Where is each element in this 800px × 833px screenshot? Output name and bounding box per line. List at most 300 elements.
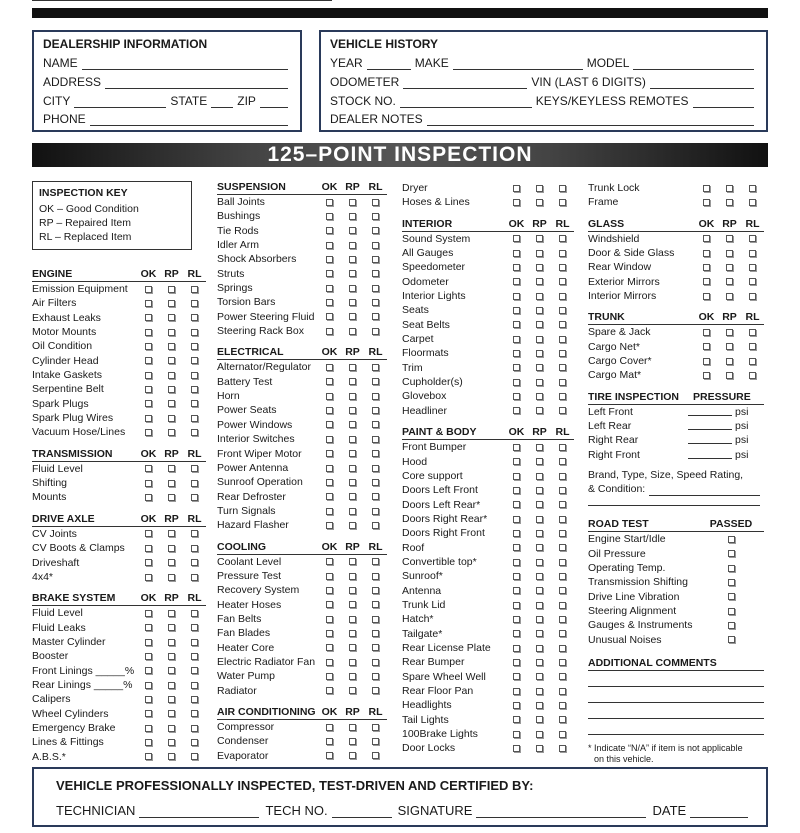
ok-checkbox[interactable] (318, 389, 341, 403)
rp-checkbox[interactable] (718, 260, 741, 274)
rp-checkbox[interactable] (528, 741, 551, 755)
rl-checkbox[interactable] (364, 583, 387, 597)
ok-checkbox[interactable] (137, 476, 160, 490)
rl-checkbox[interactable] (551, 541, 574, 555)
ok-checkbox[interactable] (695, 275, 718, 289)
comment-line[interactable] (588, 719, 764, 735)
tire-pressure-field[interactable] (688, 419, 732, 430)
rl-checkbox[interactable] (551, 612, 574, 626)
rl-checkbox[interactable] (364, 569, 387, 583)
ok-checkbox[interactable] (318, 324, 341, 338)
ok-checkbox[interactable] (318, 224, 341, 238)
rl-checkbox[interactable] (183, 527, 206, 541)
rl-checkbox[interactable] (364, 655, 387, 669)
rl-checkbox[interactable] (551, 641, 574, 655)
rl-checkbox[interactable] (551, 498, 574, 512)
ok-checkbox[interactable] (318, 598, 341, 612)
ok-checkbox[interactable] (318, 360, 341, 374)
rp-checkbox[interactable] (341, 281, 364, 295)
dealer-zip-field[interactable] (260, 97, 288, 108)
ok-checkbox[interactable] (137, 541, 160, 555)
rl-checkbox[interactable] (741, 340, 764, 354)
rl-checkbox[interactable] (551, 195, 574, 209)
passed-checkbox[interactable] (698, 590, 764, 604)
ok-checkbox[interactable] (318, 252, 341, 266)
rp-checkbox[interactable] (160, 325, 183, 339)
rp-checkbox[interactable] (528, 670, 551, 684)
rl-checkbox[interactable] (551, 526, 574, 540)
rp-checkbox[interactable] (528, 483, 551, 497)
rp-checkbox[interactable] (341, 641, 364, 655)
ok-checkbox[interactable] (137, 556, 160, 570)
rl-checkbox[interactable] (741, 325, 764, 339)
ok-checkbox[interactable] (505, 555, 528, 569)
rl-checkbox[interactable] (364, 669, 387, 683)
ok-checkbox[interactable] (505, 289, 528, 303)
rl-checkbox[interactable] (551, 555, 574, 569)
rl-checkbox[interactable] (364, 612, 387, 626)
rl-checkbox[interactable] (551, 289, 574, 303)
rl-checkbox[interactable] (551, 584, 574, 598)
technician-field[interactable] (139, 805, 259, 818)
rp-checkbox[interactable] (341, 418, 364, 432)
passed-checkbox[interactable] (698, 561, 764, 575)
rp-checkbox[interactable] (528, 598, 551, 612)
ok-checkbox[interactable] (505, 727, 528, 741)
rp-checkbox[interactable] (341, 504, 364, 518)
ok-checkbox[interactable] (318, 504, 341, 518)
rp-checkbox[interactable] (160, 282, 183, 296)
rp-checkbox[interactable] (528, 404, 551, 418)
ok-checkbox[interactable] (318, 490, 341, 504)
date-field[interactable] (690, 805, 748, 818)
rl-checkbox[interactable] (364, 518, 387, 532)
rp-checkbox[interactable] (341, 267, 364, 281)
dealer-phone-field[interactable] (90, 115, 288, 126)
ok-checkbox[interactable] (318, 375, 341, 389)
rp-checkbox[interactable] (341, 295, 364, 309)
tech-no-field[interactable] (332, 805, 392, 818)
rp-checkbox[interactable] (341, 569, 364, 583)
ok-checkbox[interactable] (318, 238, 341, 252)
ok-checkbox[interactable] (505, 361, 528, 375)
rp-checkbox[interactable] (528, 303, 551, 317)
rp-checkbox[interactable] (341, 583, 364, 597)
rl-checkbox[interactable] (551, 440, 574, 454)
rp-checkbox[interactable] (528, 181, 551, 195)
rp-checkbox[interactable] (160, 382, 183, 396)
ok-checkbox[interactable] (318, 195, 341, 209)
rl-checkbox[interactable] (183, 368, 206, 382)
rp-checkbox[interactable] (528, 361, 551, 375)
rl-checkbox[interactable] (183, 490, 206, 504)
passed-checkbox[interactable] (698, 633, 764, 647)
rp-checkbox[interactable] (160, 750, 183, 764)
rl-checkbox[interactable] (741, 354, 764, 368)
ok-checkbox[interactable] (505, 569, 528, 583)
model-field[interactable] (633, 59, 754, 70)
rp-checkbox[interactable] (341, 461, 364, 475)
year-field[interactable] (367, 59, 411, 70)
rl-checkbox[interactable] (364, 641, 387, 655)
rp-checkbox[interactable] (160, 476, 183, 490)
rl-checkbox[interactable] (551, 232, 574, 246)
rp-checkbox[interactable] (160, 425, 183, 439)
rp-checkbox[interactable] (528, 584, 551, 598)
ok-checkbox[interactable] (318, 555, 341, 569)
ok-checkbox[interactable] (505, 713, 528, 727)
rl-checkbox[interactable] (364, 238, 387, 252)
rl-checkbox[interactable] (364, 749, 387, 763)
ok-checkbox[interactable] (318, 295, 341, 309)
ok-checkbox[interactable] (318, 734, 341, 748)
ok-checkbox[interactable] (318, 720, 341, 734)
rl-checkbox[interactable] (183, 397, 206, 411)
rl-checkbox[interactable] (364, 418, 387, 432)
ok-checkbox[interactable] (318, 669, 341, 683)
rl-checkbox[interactable] (741, 275, 764, 289)
ok-checkbox[interactable] (505, 698, 528, 712)
rl-checkbox[interactable] (183, 462, 206, 476)
rp-checkbox[interactable] (718, 325, 741, 339)
rp-checkbox[interactable] (341, 749, 364, 763)
ok-checkbox[interactable] (137, 311, 160, 325)
rp-checkbox[interactable] (160, 649, 183, 663)
rl-checkbox[interactable] (183, 606, 206, 620)
rl-checkbox[interactable] (551, 375, 574, 389)
rl-checkbox[interactable] (364, 375, 387, 389)
rp-checkbox[interactable] (160, 354, 183, 368)
ok-checkbox[interactable] (505, 655, 528, 669)
rp-checkbox[interactable] (160, 339, 183, 353)
rp-checkbox[interactable] (718, 275, 741, 289)
ok-checkbox[interactable] (695, 260, 718, 274)
ok-checkbox[interactable] (137, 635, 160, 649)
rp-checkbox[interactable] (528, 455, 551, 469)
rp-checkbox[interactable] (718, 340, 741, 354)
ok-checkbox[interactable] (505, 627, 528, 641)
rl-checkbox[interactable] (364, 252, 387, 266)
ok-checkbox[interactable] (505, 232, 528, 246)
rp-checkbox[interactable] (528, 655, 551, 669)
ok-checkbox[interactable] (695, 232, 718, 246)
ok-checkbox[interactable] (137, 354, 160, 368)
rl-checkbox[interactable] (551, 627, 574, 641)
ok-checkbox[interactable] (505, 584, 528, 598)
rp-checkbox[interactable] (160, 721, 183, 735)
stock-field[interactable] (400, 97, 532, 108)
tire-pressure-field[interactable] (688, 433, 732, 444)
rl-checkbox[interactable] (364, 734, 387, 748)
rp-checkbox[interactable] (341, 403, 364, 417)
ok-checkbox[interactable] (137, 282, 160, 296)
rp-checkbox[interactable] (341, 720, 364, 734)
rl-checkbox[interactable] (364, 626, 387, 640)
ok-checkbox[interactable] (318, 612, 341, 626)
rl-checkbox[interactable] (364, 389, 387, 403)
ok-checkbox[interactable] (137, 664, 160, 678)
ok-checkbox[interactable] (505, 684, 528, 698)
ok-checkbox[interactable] (318, 461, 341, 475)
ok-checkbox[interactable] (318, 749, 341, 763)
ok-checkbox[interactable] (505, 275, 528, 289)
rl-checkbox[interactable] (364, 720, 387, 734)
rl-checkbox[interactable] (364, 432, 387, 446)
dealer-state-field[interactable] (211, 97, 233, 108)
ok-checkbox[interactable] (505, 181, 528, 195)
rp-checkbox[interactable] (341, 389, 364, 403)
ok-checkbox[interactable] (318, 626, 341, 640)
rp-checkbox[interactable] (341, 626, 364, 640)
ok-checkbox[interactable] (505, 455, 528, 469)
ok-checkbox[interactable] (505, 612, 528, 626)
rl-checkbox[interactable] (364, 209, 387, 223)
rp-checkbox[interactable] (160, 397, 183, 411)
rl-checkbox[interactable] (183, 382, 206, 396)
ok-checkbox[interactable] (318, 209, 341, 223)
rp-checkbox[interactable] (341, 238, 364, 252)
rl-checkbox[interactable] (183, 296, 206, 310)
rl-checkbox[interactable] (364, 310, 387, 324)
ok-checkbox[interactable] (318, 583, 341, 597)
ok-checkbox[interactable] (137, 490, 160, 504)
ok-checkbox[interactable] (137, 462, 160, 476)
comment-line[interactable] (588, 671, 764, 687)
ok-checkbox[interactable] (137, 649, 160, 663)
rl-checkbox[interactable] (364, 461, 387, 475)
ok-checkbox[interactable] (505, 526, 528, 540)
rp-checkbox[interactable] (160, 311, 183, 325)
rl-checkbox[interactable] (741, 260, 764, 274)
ok-checkbox[interactable] (505, 389, 528, 403)
rl-checkbox[interactable] (551, 741, 574, 755)
rl-checkbox[interactable] (551, 512, 574, 526)
rl-checkbox[interactable] (183, 354, 206, 368)
rp-checkbox[interactable] (160, 490, 183, 504)
rp-checkbox[interactable] (528, 526, 551, 540)
rp-checkbox[interactable] (528, 346, 551, 360)
ok-checkbox[interactable] (695, 246, 718, 260)
rp-checkbox[interactable] (160, 556, 183, 570)
rp-checkbox[interactable] (528, 627, 551, 641)
ok-checkbox[interactable] (505, 346, 528, 360)
ok-checkbox[interactable] (318, 447, 341, 461)
rl-checkbox[interactable] (183, 692, 206, 706)
rp-checkbox[interactable] (528, 260, 551, 274)
rl-checkbox[interactable] (551, 260, 574, 274)
rp-checkbox[interactable] (160, 664, 183, 678)
rl-checkbox[interactable] (551, 318, 574, 332)
ok-checkbox[interactable] (695, 195, 718, 209)
ok-checkbox[interactable] (695, 368, 718, 382)
rp-checkbox[interactable] (341, 432, 364, 446)
rl-checkbox[interactable] (364, 555, 387, 569)
rp-checkbox[interactable] (718, 232, 741, 246)
rp-checkbox[interactable] (528, 389, 551, 403)
rl-checkbox[interactable] (183, 721, 206, 735)
ok-checkbox[interactable] (318, 569, 341, 583)
rl-checkbox[interactable] (551, 361, 574, 375)
ok-checkbox[interactable] (318, 418, 341, 432)
ok-checkbox[interactable] (505, 641, 528, 655)
rl-checkbox[interactable] (551, 389, 574, 403)
ok-checkbox[interactable] (318, 641, 341, 655)
dealer-city-field[interactable] (74, 97, 166, 108)
ok-checkbox[interactable] (318, 403, 341, 417)
rl-checkbox[interactable] (183, 311, 206, 325)
rl-checkbox[interactable] (364, 267, 387, 281)
rp-checkbox[interactable] (341, 518, 364, 532)
rl-checkbox[interactable] (551, 469, 574, 483)
rp-checkbox[interactable] (528, 469, 551, 483)
rp-checkbox[interactable] (341, 252, 364, 266)
ok-checkbox[interactable] (505, 512, 528, 526)
rl-checkbox[interactable] (551, 346, 574, 360)
rl-checkbox[interactable] (183, 411, 206, 425)
rp-checkbox[interactable] (718, 181, 741, 195)
rp-checkbox[interactable] (160, 462, 183, 476)
rl-checkbox[interactable] (551, 483, 574, 497)
ok-checkbox[interactable] (137, 339, 160, 353)
ok-checkbox[interactable] (137, 707, 160, 721)
vin-field[interactable] (650, 78, 754, 89)
rp-checkbox[interactable] (528, 555, 551, 569)
rl-checkbox[interactable] (183, 339, 206, 353)
rp-checkbox[interactable] (341, 598, 364, 612)
rp-checkbox[interactable] (160, 621, 183, 635)
dealer-name-field[interactable] (82, 59, 288, 70)
rl-checkbox[interactable] (364, 598, 387, 612)
rl-checkbox[interactable] (183, 664, 206, 678)
passed-checkbox[interactable] (698, 532, 764, 546)
ok-checkbox[interactable] (137, 735, 160, 749)
ok-checkbox[interactable] (137, 750, 160, 764)
ok-checkbox[interactable] (505, 670, 528, 684)
rp-checkbox[interactable] (528, 440, 551, 454)
rp-checkbox[interactable] (160, 678, 183, 692)
rl-checkbox[interactable] (551, 455, 574, 469)
rp-checkbox[interactable] (528, 289, 551, 303)
rl-checkbox[interactable] (551, 246, 574, 260)
ok-checkbox[interactable] (318, 684, 341, 698)
tire-condition-line2[interactable] (588, 496, 760, 506)
rl-checkbox[interactable] (741, 232, 764, 246)
rp-checkbox[interactable] (341, 224, 364, 238)
rp-checkbox[interactable] (718, 368, 741, 382)
rp-checkbox[interactable] (528, 232, 551, 246)
rp-checkbox[interactable] (528, 569, 551, 583)
rl-checkbox[interactable] (183, 476, 206, 490)
rl-checkbox[interactable] (551, 713, 574, 727)
rp-checkbox[interactable] (528, 318, 551, 332)
ok-checkbox[interactable] (695, 325, 718, 339)
rl-checkbox[interactable] (364, 195, 387, 209)
rl-checkbox[interactable] (551, 569, 574, 583)
rp-checkbox[interactable] (528, 641, 551, 655)
ok-checkbox[interactable] (137, 382, 160, 396)
ok-checkbox[interactable] (505, 541, 528, 555)
rp-checkbox[interactable] (528, 727, 551, 741)
ok-checkbox[interactable] (318, 475, 341, 489)
rp-checkbox[interactable] (528, 246, 551, 260)
rl-checkbox[interactable] (183, 570, 206, 584)
ok-checkbox[interactable] (505, 741, 528, 755)
rl-checkbox[interactable] (551, 655, 574, 669)
rl-checkbox[interactable] (364, 224, 387, 238)
rp-checkbox[interactable] (718, 289, 741, 303)
ok-checkbox[interactable] (505, 483, 528, 497)
passed-checkbox[interactable] (698, 575, 764, 589)
ok-checkbox[interactable] (695, 340, 718, 354)
rp-checkbox[interactable] (160, 296, 183, 310)
ok-checkbox[interactable] (695, 289, 718, 303)
ok-checkbox[interactable] (137, 621, 160, 635)
ok-checkbox[interactable] (505, 260, 528, 274)
rp-checkbox[interactable] (528, 713, 551, 727)
rp-checkbox[interactable] (341, 475, 364, 489)
ok-checkbox[interactable] (505, 332, 528, 346)
rp-checkbox[interactable] (341, 655, 364, 669)
rl-checkbox[interactable] (364, 324, 387, 338)
rp-checkbox[interactable] (528, 684, 551, 698)
ok-checkbox[interactable] (137, 721, 160, 735)
rp-checkbox[interactable] (528, 332, 551, 346)
rl-checkbox[interactable] (183, 649, 206, 663)
rp-checkbox[interactable] (160, 692, 183, 706)
ok-checkbox[interactable] (137, 678, 160, 692)
rp-checkbox[interactable] (341, 490, 364, 504)
rp-checkbox[interactable] (341, 447, 364, 461)
rp-checkbox[interactable] (528, 512, 551, 526)
rl-checkbox[interactable] (551, 332, 574, 346)
rl-checkbox[interactable] (364, 360, 387, 374)
ok-checkbox[interactable] (137, 325, 160, 339)
rl-checkbox[interactable] (183, 735, 206, 749)
rl-checkbox[interactable] (183, 707, 206, 721)
rp-checkbox[interactable] (341, 375, 364, 389)
rp-checkbox[interactable] (341, 195, 364, 209)
rl-checkbox[interactable] (364, 504, 387, 518)
ok-checkbox[interactable] (695, 354, 718, 368)
rp-checkbox[interactable] (160, 570, 183, 584)
ok-checkbox[interactable] (137, 527, 160, 541)
rp-checkbox[interactable] (160, 707, 183, 721)
rp-checkbox[interactable] (160, 411, 183, 425)
ok-checkbox[interactable] (318, 310, 341, 324)
dealer-address-field[interactable] (105, 78, 288, 89)
rl-checkbox[interactable] (551, 698, 574, 712)
rp-checkbox[interactable] (341, 209, 364, 223)
rl-checkbox[interactable] (741, 195, 764, 209)
rp-checkbox[interactable] (341, 612, 364, 626)
ok-checkbox[interactable] (318, 518, 341, 532)
rp-checkbox[interactable] (528, 612, 551, 626)
rl-checkbox[interactable] (551, 598, 574, 612)
rp-checkbox[interactable] (528, 698, 551, 712)
rl-checkbox[interactable] (183, 325, 206, 339)
rl-checkbox[interactable] (183, 678, 206, 692)
rl-checkbox[interactable] (183, 541, 206, 555)
rl-checkbox[interactable] (741, 181, 764, 195)
rl-checkbox[interactable] (551, 670, 574, 684)
rp-checkbox[interactable] (160, 368, 183, 382)
tire-pressure-field[interactable] (688, 405, 732, 416)
ok-checkbox[interactable] (505, 375, 528, 389)
ok-checkbox[interactable] (137, 397, 160, 411)
ok-checkbox[interactable] (505, 303, 528, 317)
rp-checkbox[interactable] (528, 195, 551, 209)
rp-checkbox[interactable] (718, 354, 741, 368)
